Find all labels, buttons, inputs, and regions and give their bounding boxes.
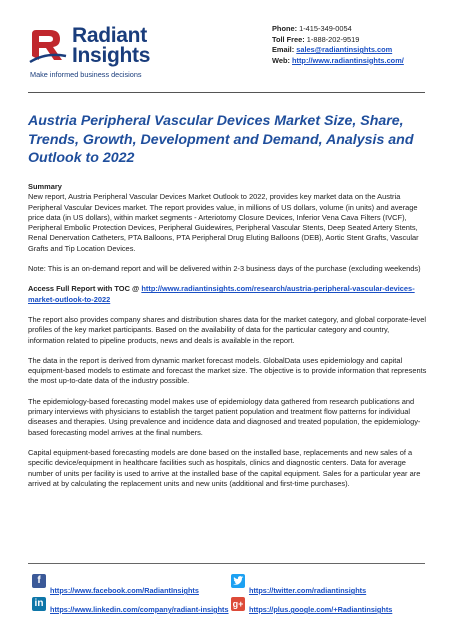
web-link[interactable]: http://www.radiantinsights.com/ [292, 55, 404, 65]
googleplus-icon[interactable]: g+ [232, 599, 244, 609]
footer-divider [28, 563, 425, 564]
summary-text: New report, Austria Peripheral Vascular Devices Market Outlook to 2022, provides key market data on the Austria Peripheral Vascular Devices market. The report provides value, in millions of US dollars, volume (in units) and average price data (in US dollars), within market segments - Arteriotomy Closure Devices, Inferior Vena Cava Filters (IVCF), Peripheral Embolic Protection Devices, Peripheral Guidewires, Peripheral Vascular Stents, Deep Seated Artery Stents, Renal Denervation Catheters, PTA Balloons, PTA Peripheral Drug Eluting Balloons (DEB), Aortic Stent Grafts, Vascular Grafts and Tip Location Devices. [28, 192, 419, 253]
googleplus-link[interactable]: https://plus.google.com/+Radiantinsights [249, 605, 393, 614]
logo-wordmark [72, 26, 150, 66]
toc-label: Access Full Report with TOC @ [28, 284, 142, 294]
toc-link[interactable]: http://www.radiantinsights.com/research/austria-peripheral-vascular-devices-market-outlook-to-2022 [28, 284, 415, 304]
web-label: Web: [272, 55, 290, 65]
phone-label: Phone: [272, 24, 298, 33]
report-title: Austria Peripheral Vascular Devices Market Size, Share, Trends, Growth, Development and Demand, Analysis and Outlook to 2022 [28, 113, 414, 166]
radiant-insights-logo[interactable] [28, 22, 178, 78]
tollfree-label: Toll Free: [272, 34, 305, 44]
toc-paragraph [28, 284, 428, 305]
tollfree-line [272, 35, 404, 46]
summary-paragraph [28, 182, 428, 254]
twitter-link[interactable]: https://twitter.com/radiantinsights [249, 586, 367, 595]
body-paragraph-1: The report also provides company shares and distribution shares data for the market category, and global corporate-level profiles of the key market participants. Based on the availability of data for the particular category and country, information related to pipeline products, news and deals is available in the report. [28, 314, 426, 345]
logo-name-line1: Radiant [72, 24, 147, 47]
body-paragraph-4: Capital equipment-based forecasting models are done based on the installed base, replacements and new sales of a specific device/equipment in healthcare facilities such as hospitals, clinics and diagnostic centers. Data for average number of units per facility is used to arrive at the installed base of the capital equipment. Sales for a particular year are arrived at by calculating the replacement units and new units (additional and first-time purchases). [28, 447, 421, 488]
web-line [272, 56, 404, 67]
logo-tagline: Make informed business decisions [30, 70, 142, 79]
tollfree-value: 1-888-202-9519 [306, 34, 360, 44]
linkedin-link[interactable]: https://www.linkedin.com/company/radiant-insights [50, 605, 229, 614]
report-body [28, 182, 428, 499]
note-paragraph: Note: This is an on-demand report and will be delivered within 2-3 business days of the purchase (excluding weekends) [28, 264, 421, 274]
logo-name-line2: Insights [72, 44, 151, 67]
email-label: Email: [272, 45, 295, 54]
contact-block [272, 24, 404, 66]
body-paragraph-3: The epidemiology-based forecasting model makes use of epidemiology data gathered from research publications and primary interviews with physicians to establish the target patient population and treatment flow patterns for individual diseases and therapies. Using prevalence and incidence data and diagnosed and treated population, the epidemiology-based forecasting model arrives at the final numbers. [28, 396, 421, 437]
phone-value: 1-415-349-0054 [299, 24, 352, 33]
phone-line [272, 24, 404, 35]
linkedin-icon[interactable]: in [32, 597, 46, 611]
twitter-icon[interactable] [231, 574, 245, 588]
facebook-icon[interactable]: f [32, 574, 46, 588]
logo-mark-icon [28, 26, 68, 66]
header-divider [28, 92, 425, 93]
summary-heading: Summary [28, 182, 62, 191]
facebook-link[interactable]: https://www.facebook.com/RadiantInsights [50, 586, 199, 595]
email-line [272, 45, 404, 56]
email-link[interactable]: sales@radiantinsights.com [296, 45, 393, 54]
body-paragraph-2: The data in the report is derived from dynamic market forecast models. GlobalData uses epidemiology and capital equipment-based models to estimate and forecast the market size. The objective is to provide information that represents the most up-to-date data of the industry possible. [28, 355, 427, 386]
